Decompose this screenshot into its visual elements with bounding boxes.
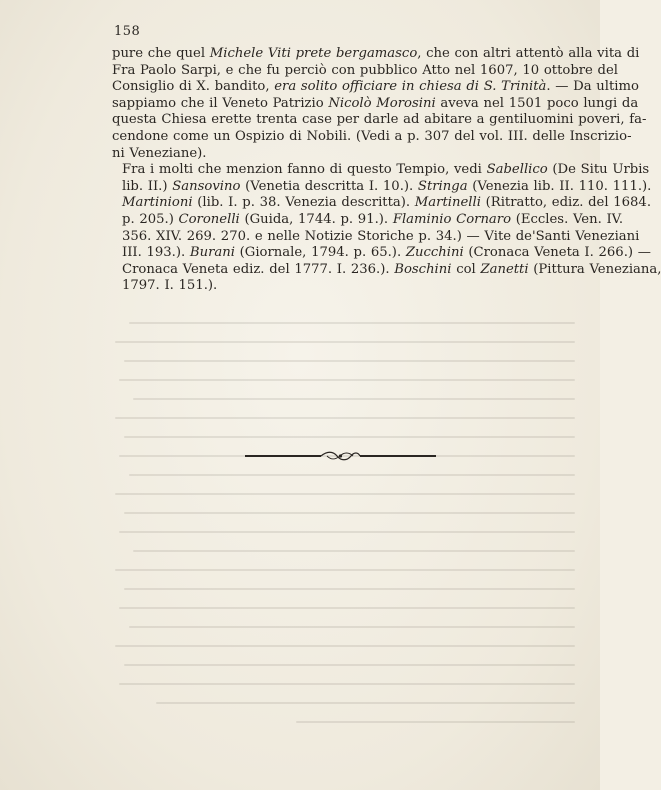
text-run: (Venezia lib. II. 110. 111.). xyxy=(467,178,652,194)
text-line xyxy=(112,146,570,163)
italic-name: Coronelli xyxy=(178,211,240,227)
text-run: , che con altri attentò alla vita di xyxy=(417,46,640,61)
text-run: p. 205.) xyxy=(122,211,179,227)
text-run: cendone come un Ospizio di Nobili. (Vedi a p. 307 del vol. III. delle Inscrizio- xyxy=(112,128,632,144)
italic-name: Nicolò Morosini xyxy=(328,95,436,111)
italic-name: Sansovino xyxy=(172,178,241,194)
italic-name: Stringa xyxy=(417,178,468,194)
text-line xyxy=(112,128,632,146)
text-line xyxy=(112,178,652,196)
text-line xyxy=(112,162,650,179)
text-line xyxy=(112,95,639,113)
italic-name: Zanetti xyxy=(480,261,529,277)
text-run: 1797. I. 151.). xyxy=(122,278,218,294)
ornamental-divider xyxy=(243,449,438,463)
text-line xyxy=(112,228,640,246)
text-run: III. 193.). xyxy=(122,245,190,261)
text-run: (Venetia descritta I. 10.). xyxy=(240,178,418,194)
text-run: sappiamo che il Veneto Patrizio xyxy=(112,95,329,111)
text-line xyxy=(112,261,661,279)
text-run: ni Veneziane). xyxy=(112,145,207,161)
text-run: questa Chiesa erette trenta case per darle ad abitare a gentiluomini poveri, fa- xyxy=(112,112,647,128)
text-line xyxy=(112,278,570,295)
text-run: lib. II.) xyxy=(122,178,173,194)
italic-name: era solito officiare in chiesa di S. Trinità xyxy=(274,79,547,95)
text-run: (De Situ Urbis xyxy=(547,162,650,178)
page-number: 158 xyxy=(114,24,141,39)
text-run: (Ritratto, ediz. del 1684. xyxy=(480,195,652,211)
italic-name: Martinioni xyxy=(122,195,193,211)
text-run: Cronaca Veneta ediz. del 1777. I. 236.). xyxy=(122,261,395,277)
text-run: (Giornale, 1794. p. 65.). xyxy=(234,245,406,261)
show-through-text xyxy=(110,322,575,742)
text-run: pure che quel xyxy=(112,46,210,61)
text-run: (Eccles. Ven. IV. xyxy=(511,211,624,227)
text-run: Fra Paolo Sarpi, e che fu perciò con pubblico Atto nel 1607, 10 ottobre del xyxy=(112,62,619,78)
text-line xyxy=(112,211,624,229)
text-line xyxy=(112,62,619,80)
text-run: aveva nel 1501 poco lungi da xyxy=(435,95,639,111)
italic-name: Boschini xyxy=(394,261,452,277)
text-run: (Pittura Veneziana, xyxy=(528,261,661,277)
italic-name: Zucchini xyxy=(405,245,464,261)
text-run: 356. XIV. 269. 270. e nelle Notizie Storiche p. 34.) — Vite de'Santi Veneziani xyxy=(122,228,640,244)
italic-name: Michele Viti prete bergamasco xyxy=(209,46,418,61)
text-run: Fra i molti che menzion fanno di questo Tempio, vedi xyxy=(122,162,487,178)
text-line xyxy=(112,112,647,129)
body-text xyxy=(112,46,661,295)
text-run: Consiglio di X. bandito, xyxy=(112,79,275,95)
text-line xyxy=(112,195,652,212)
text-line xyxy=(112,46,640,63)
italic-name: Sabellico xyxy=(486,162,548,178)
italic-name: Burani xyxy=(189,245,235,261)
text-line xyxy=(112,245,651,262)
text-run: col xyxy=(451,261,481,277)
paragraph-2 xyxy=(112,162,661,295)
italic-name: Flaminio Cornaro xyxy=(392,211,512,227)
text-run: (lib. I. p. 38. Venezia descritta). xyxy=(192,195,415,211)
italic-name: Martinelli xyxy=(414,195,481,211)
text-run: . — Da ultimo xyxy=(546,79,639,95)
text-run: (Cronaca Veneta I. 266.) — xyxy=(463,245,651,261)
text-run: (Guida, 1744. p. 91.). xyxy=(239,211,393,227)
paragraph-1 xyxy=(112,46,647,162)
text-line xyxy=(112,79,639,96)
